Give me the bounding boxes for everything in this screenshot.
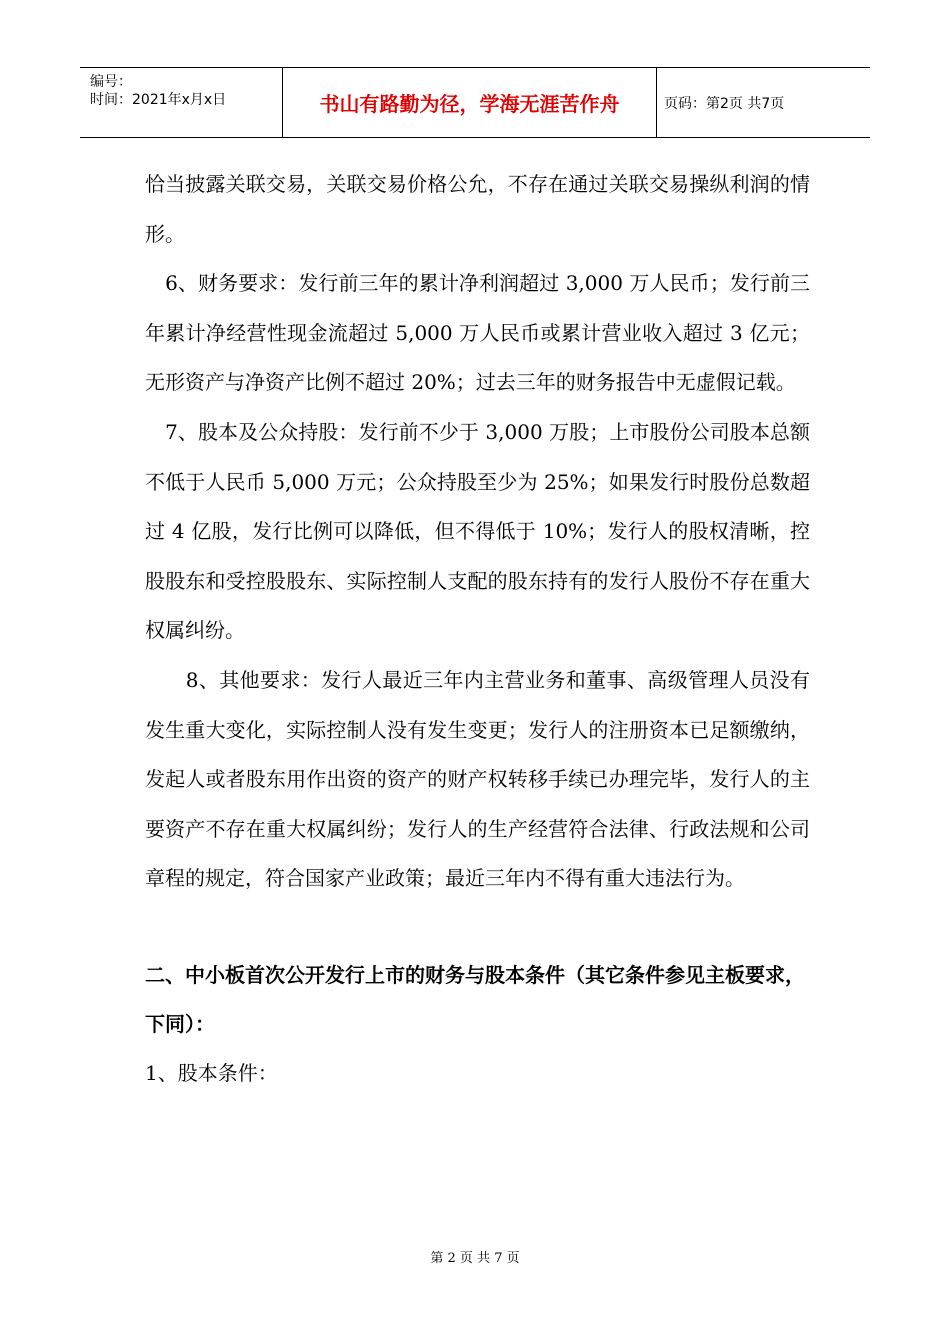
document-body bbox=[145, 160, 810, 1099]
page-footer: 第 2 页 共 7 页 bbox=[430, 1251, 520, 1266]
header-page-info: 页码：第2页 共7页 bbox=[664, 95, 785, 112]
document-number-label: 编号： bbox=[90, 74, 132, 90]
list-item-share-condition: 1、股本条件： bbox=[145, 1060, 278, 1085]
header-motto: 书山有路勤为径，学海无涯苦作舟 bbox=[282, 68, 657, 137]
document-date-label: 时间：2021年x月x日 bbox=[90, 92, 227, 108]
page-header bbox=[80, 67, 870, 138]
header-meta bbox=[80, 68, 282, 137]
paragraph-share-capital: 7、股本及公众持股：发行前不少于 3,000 万股；上市股份公司股本总额不低于人民币 5,000 万元；公众持股至少为 25%；如果发行时股份总数超过 4 亿股，发行比例可以降低，但不得低于 10%；发行人的股权清晰，控股股东和受控股股东、实际控制人支配的股东持有的发行人股份不存在重大权属纠纷。 bbox=[145, 419, 810, 643]
section-heading: 二、中小板首次公开发行上市的财务与股本条件（其它条件参见主板要求，下同）： bbox=[145, 962, 805, 1036]
paragraph-related-transactions: 恰当披露关联交易，关联交易价格公允，不存在通过关联交易操纵利润的情形。 bbox=[145, 172, 810, 246]
paragraph-other-requirements: 8、其他要求：发行人最近三年内主营业务和董事、高级管理人员没有发生重大变化，实际控制人没有发生变更；发行人的注册资本已足额缴纳，发起人或者股东用作出资的资产的财产权转移手续已办理完毕，发行人的主要资产不存在重大权属纠纷；发行人的生产经营符合法律、行政法规和公司章程的规定，符合国家产业政策；最近三年内不得有重大违法行为。 bbox=[145, 667, 810, 891]
section-spacer bbox=[145, 904, 810, 951]
paragraph-financial-requirements: 6、财务要求：发行前三年的累计净利润超过 3,000 万人民币；发行前三年累计净经营性现金流超过 5,000 万人民币或累计营业收入超过 3 亿元；无形资产与净资产比例不超过 20%；过去三年的财务报告中无虚假记载。 bbox=[145, 271, 810, 395]
